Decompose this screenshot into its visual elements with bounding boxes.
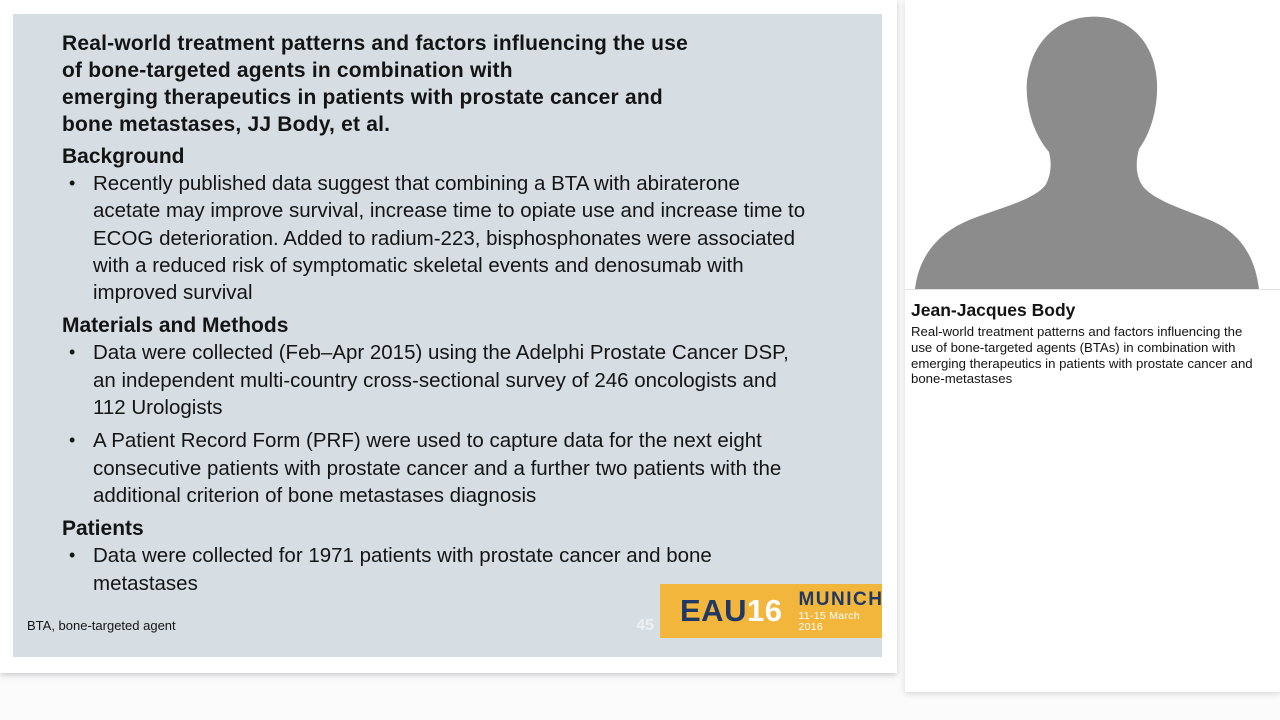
slide-number-watermark: 45 (636, 617, 654, 634)
section-heading-patients: Patients (62, 517, 144, 541)
logo-city-text: MUNICH (798, 589, 884, 610)
slide-title-line: of bone-targeted agents in combination with (62, 59, 513, 82)
slide-title (62, 30, 846, 138)
presentation-slide (13, 14, 882, 657)
logo-brand-text: EAU (680, 593, 747, 628)
slide-title-line: Real-world treatment patterns and factors influencing the use (62, 32, 688, 55)
speaker-name: Jean-Jacques Body (911, 300, 1076, 320)
materials-methods-bullets (62, 339, 846, 509)
slide-body (62, 30, 846, 603)
eau16-munich-logo (660, 584, 882, 638)
bullet-item: • Recently published data suggest that combining a BTA with abiraterone acetate may improve survival, increase time to opiate use and increase time to ECOG deterioration. Added to radium-223, bisphosphonates were associated with a reduced risk of symptomatic skeletal events and denosumab with improved survival (62, 170, 810, 306)
speaker-photo (905, 0, 1280, 290)
speaker-description: Real-world treatment patterns and factors influencing the use of bone-targeted agents (BTAs) in combination with emerging therapeutics in patients with prostate cancer and bone-metastases (911, 324, 1253, 387)
section-heading-materials-methods: Materials and Methods (62, 314, 289, 338)
speaker-info (905, 290, 1280, 387)
logo-dates-text: 11-15 March 2016 (798, 610, 860, 633)
slide-title-line: emerging therapeutics in patients with prostate cancer and (62, 86, 663, 109)
section-heading-background: Background (62, 145, 185, 168)
bullet-item: • Data were collected (Feb–Apr 2015) using the Adelphi Prostate Cancer DSP, an independent multi-country cross-sectional survey of 246 oncologists and 112 Urologists (62, 339, 810, 421)
slide-title-line: bone metastases, JJ Body, et al. (62, 113, 391, 136)
bullet-item: • Data were collected for 1971 patients with prostate cancer and bone metastases (62, 542, 810, 597)
bullet-item: • A Patient Record Form (PRF) were used to capture data for the next eight consecutive patients with prostate cancer and a further two patients with the additional criterion of bone metastases diagnosis (62, 427, 810, 509)
logo-divider (787, 595, 791, 627)
person-silhouette-icon (905, 9, 1280, 289)
slide-footnote: BTA, bone-targeted agent (27, 618, 176, 633)
background-bullets (62, 170, 846, 306)
speaker-panel (905, 0, 1280, 692)
logo-year-text: 16 (746, 593, 783, 628)
